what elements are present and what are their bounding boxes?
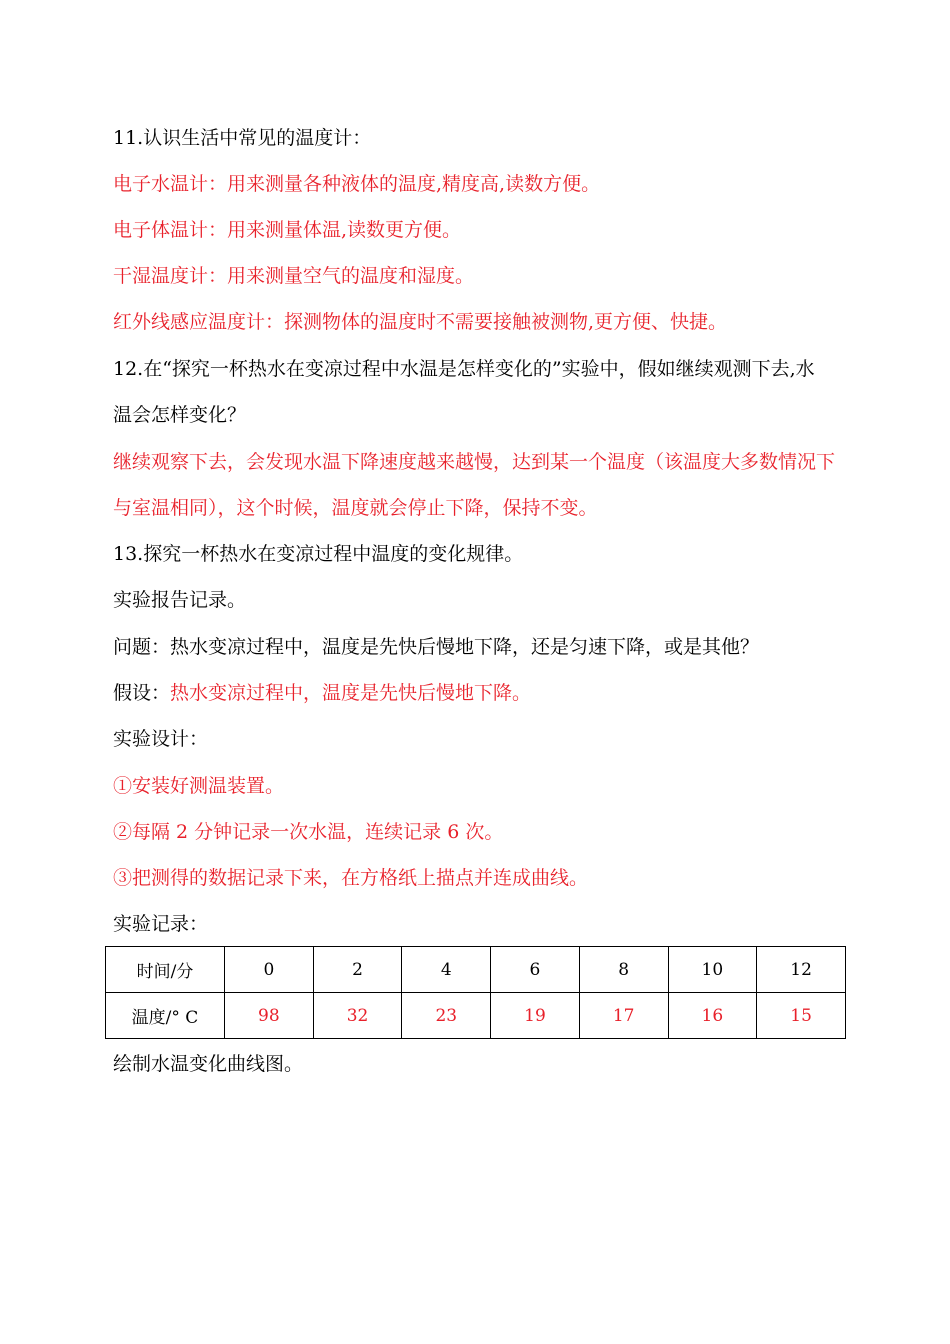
q13-title: 13.探究一杯热水在变凉过程中温度的变化规律。 xyxy=(113,543,524,565)
q12-question-line-2: 温会怎样变化？ xyxy=(113,404,247,426)
time-header-cell: 时间/分 xyxy=(106,947,225,993)
time-cell: 6 xyxy=(491,947,580,993)
q13-step-3: ③把测得的数据记录下来，在方格纸上描点并连成曲线。 xyxy=(113,867,589,889)
q12-question-line-1: 12.在“探究一杯热水在变凉过程中水温是怎样变化的”实验中，假如继续观测下去,水 xyxy=(113,358,815,380)
q13-record-label: 实验记录： xyxy=(113,913,209,935)
table-row-time xyxy=(106,947,846,993)
temperature-cell: 19 xyxy=(491,993,580,1039)
q13-design-label: 实验设计： xyxy=(113,728,209,750)
time-cell: 10 xyxy=(668,947,757,993)
q11-item-2: 电子体温计：用来测量体温,读数更方便。 xyxy=(113,219,462,241)
q12-answer-line-1: 继续观察下去，会发现水温下降速度越来越慢，达到某一个温度（该温度大多数情况下 xyxy=(113,451,836,473)
q12-answer-line-2: 与室温相同），这个时候，温度就会停止下降，保持不变。 xyxy=(113,497,598,519)
temperature-cell: 17 xyxy=(579,993,668,1039)
q13-draw-curve: 绘制水温变化曲线图。 xyxy=(113,1053,304,1075)
temperature-cell: 23 xyxy=(402,993,491,1039)
temperature-cell: 32 xyxy=(313,993,402,1039)
temperature-cell: 15 xyxy=(757,993,846,1039)
q13-report-label: 实验报告记录。 xyxy=(113,589,247,611)
q13-hypothesis xyxy=(113,681,531,705)
q13-step-2: ②每隔 2 分钟记录一次水温，连续记录 6 次。 xyxy=(113,821,504,843)
table-row-temperature xyxy=(106,993,846,1039)
q11-title: 11.认识生活中常见的温度计： xyxy=(113,127,372,149)
temperature-cell: 98 xyxy=(225,993,314,1039)
q11-item-3: 干湿温度计：用来测量空气的温度和湿度。 xyxy=(113,265,475,287)
time-cell: 4 xyxy=(402,947,491,993)
temperature-cell: 16 xyxy=(668,993,757,1039)
q13-problem: 问题：热水变凉过程中，温度是先快后慢地下降，还是匀速下降，或是其他？ xyxy=(113,636,760,658)
q11-item-4: 红外线感应温度计：探测物体的温度时不需要接触被测物,更方便、快捷。 xyxy=(113,311,728,333)
time-cell: 8 xyxy=(579,947,668,993)
time-cell: 12 xyxy=(757,947,846,993)
temperature-header-cell: 温度/° C xyxy=(106,993,225,1039)
hypothesis-label: 假设： xyxy=(113,682,171,704)
q11-item-1: 电子水温计：用来测量各种液体的温度,精度高,读数方便。 xyxy=(113,173,601,195)
experiment-record-table xyxy=(105,946,846,1039)
hypothesis-text: 热水变凉过程中，温度是先快后慢地下降。 xyxy=(170,682,532,704)
time-cell: 2 xyxy=(313,947,402,993)
q13-step-1: ①安装好测温装置。 xyxy=(113,775,285,797)
time-cell: 0 xyxy=(225,947,314,993)
